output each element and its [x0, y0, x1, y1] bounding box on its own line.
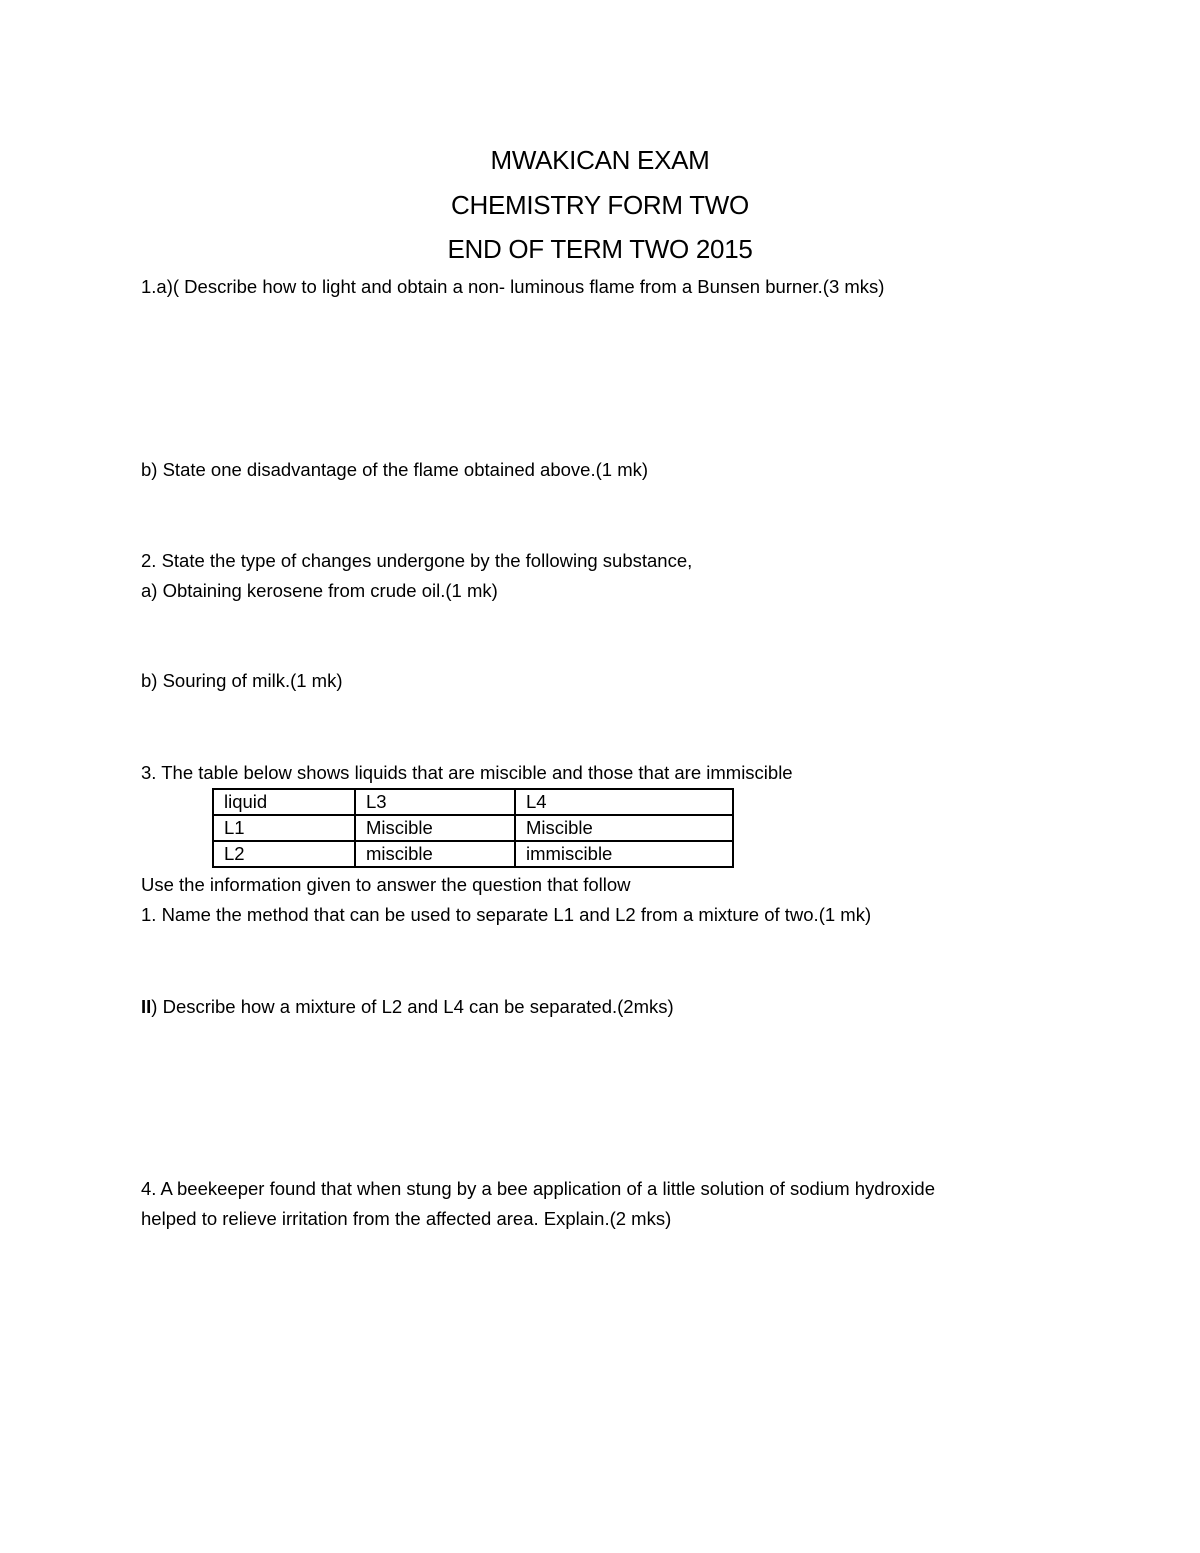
question-1b: b) State one disadvantage of the flame obtained above.(1 mk) [141, 459, 649, 480]
table-header-row [213, 789, 733, 815]
table-header-cell: L4 [515, 789, 733, 815]
table-cell: L1 [213, 815, 355, 841]
table-row [213, 815, 733, 841]
question-3-instruction: Use the information given to answer the question that follow [141, 874, 631, 895]
miscibility-table [212, 788, 734, 868]
question-4-line2: helped to relieve irritation from the affected area. Explain.(2 mks) [141, 1208, 672, 1229]
question-4-line1: 4. A beekeeper found that when stung by a bee application of a little solution of sodium hydroxide [141, 1178, 935, 1199]
question-3-ii-prefix: II [141, 996, 152, 1017]
term-title: END OF TERM TWO 2015 [447, 234, 753, 264]
table-row [213, 841, 733, 867]
table-cell: immiscible [515, 841, 733, 867]
question-1a: 1.a)( Describe how to light and obtain a non- luminous flame from a Bunsen burner.(3 mks) [141, 276, 885, 297]
table-cell: Miscible [355, 815, 515, 841]
table-cell: miscible [355, 841, 515, 867]
question-3-ii-text: ) Describe how a mixture of L2 and L4 can be separated.(2mks) [151, 996, 674, 1017]
question-2b: b) Souring of milk.(1 mk) [141, 670, 343, 691]
subject-title: CHEMISTRY FORM TWO [451, 190, 749, 220]
table-cell: L2 [213, 841, 355, 867]
table-header-cell: L3 [355, 789, 515, 815]
question-3-i: 1. Name the method that can be used to separate L1 and L2 from a mixture of two.(1 mk) [141, 904, 872, 925]
question-3-ii [141, 996, 674, 1018]
question-2-stem: 2. State the type of changes undergone by the following substance, [141, 550, 693, 571]
question-3-stem: 3. The table below shows liquids that are miscible and those that are immiscible [141, 762, 793, 783]
table-header-cell: liquid [213, 789, 355, 815]
question-2a: a) Obtaining kerosene from crude oil.(1 mk) [141, 580, 498, 601]
table-cell: Miscible [515, 815, 733, 841]
exam-title: MWAKICAN EXAM [490, 145, 710, 175]
